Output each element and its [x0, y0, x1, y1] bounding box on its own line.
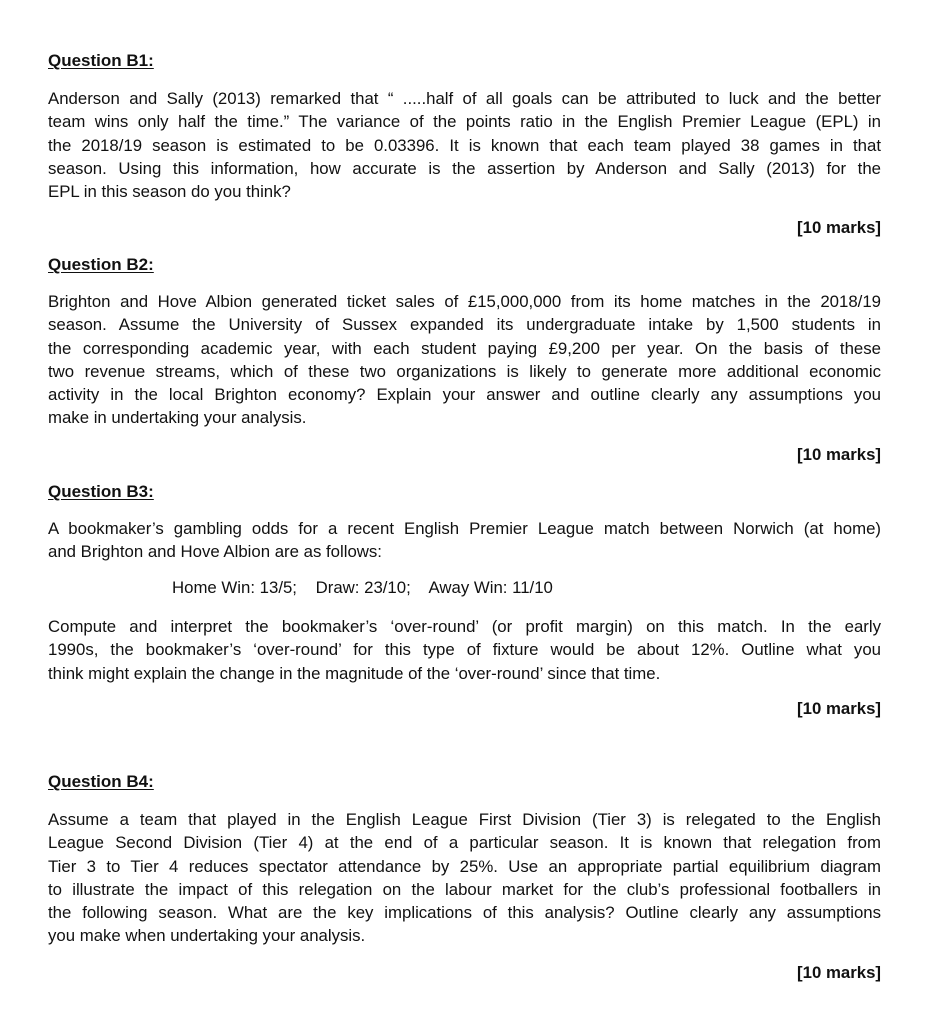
question-b3-line: Compute and interpret the bookmaker’s ‘over-round’ (or profit margin) on this match. In the early — [48, 617, 881, 636]
question-b3-intro-line: A bookmaker’s gambling odds for a recent English Premier League match between Norwich (at home) — [48, 519, 881, 538]
question-b4-line: Assume a team that played in the English League First Division (Tier 3) is relegated to the English — [48, 810, 881, 829]
question-b3-intro-line: and Brighton and Hove Albion are as follows: — [48, 542, 382, 562]
question-b2-heading: Question B2: — [48, 255, 154, 274]
question-b4-line: Tier 3 to Tier 4 reduces spectator attendance by 25%. Use an appropriate partial equilibrium diagram — [48, 856, 881, 876]
question-b1-heading: Question B1: — [48, 51, 154, 70]
question-b4-heading: Question B4: — [48, 772, 154, 791]
question-b1-line: EPL in this season do you think? — [48, 182, 291, 202]
question-b4-line: to illustrate the impact of this relegation on the labour market for the club’s professional footballers in — [48, 879, 881, 899]
question-b2-text — [48, 290, 881, 430]
question-b2-line: season. Assume the University of Sussex expanded its undergraduate intake by 1,500 students in — [48, 315, 881, 335]
question-b3-marks: [10 marks] — [797, 699, 881, 718]
question-b3-line: 1990s, the bookmaker’s ‘over-round’ for this type of fixture would be about 12%. Outline what you — [48, 640, 881, 660]
question-b2-line: make in undertaking your analysis. — [48, 408, 307, 428]
question-b2-line: Brighton and Hove Albion generated ticket sales of £15,000,000 from its home matches in the 2018/19 — [48, 292, 881, 311]
question-b4-line: the following season. What are the key implications of this analysis? Outline clearly any assumptions — [48, 903, 881, 923]
question-b3-odds: Home Win: 13/5; Draw: 23/10; Away Win: 11/10 — [172, 578, 553, 597]
question-b1-marks: [10 marks] — [797, 218, 881, 237]
question-b2-line: the corresponding academic year, with each student paying £9,200 per year. On the basis of these — [48, 338, 881, 358]
question-b2-marks: [10 marks] — [797, 445, 881, 464]
question-b2-line: activity in the local Brighton economy? Explain your answer and outline clearly any assumptions you — [48, 385, 881, 405]
question-b4-line: League Second Division (Tier 4) at the end of a particular season. It is known that relegation from — [48, 833, 881, 853]
question-b1-line: season. Using this information, how accurate is the assertion by Anderson and Sally (2013) for the — [48, 158, 881, 178]
question-b4-marks: [10 marks] — [797, 963, 881, 982]
question-b2-line: two revenue streams, which of these two organizations is likely to generate more additional economic — [48, 361, 881, 381]
question-b3-intro — [48, 517, 881, 564]
question-b3-heading: Question B3: — [48, 482, 154, 501]
question-b3-text — [48, 615, 881, 685]
question-b1-line: the 2018/19 season is estimated to be 0.03396. It is known that each team played 38 games in that — [48, 135, 881, 155]
question-b4-text — [48, 808, 881, 948]
question-b1-line: Anderson and Sally (2013) remarked that “ .....half of all goals can be attributed to luck and the better — [48, 89, 881, 108]
question-b4-line: you make when undertaking your analysis. — [48, 926, 366, 946]
question-b1-line: team wins only half the time.” The variance of the points ratio in the English Premier League (EPL) in — [48, 112, 881, 132]
question-b1-text — [48, 87, 881, 203]
question-b3-line: think might explain the change in the magnitude of the ‘over-round’ since that time. — [48, 663, 661, 683]
